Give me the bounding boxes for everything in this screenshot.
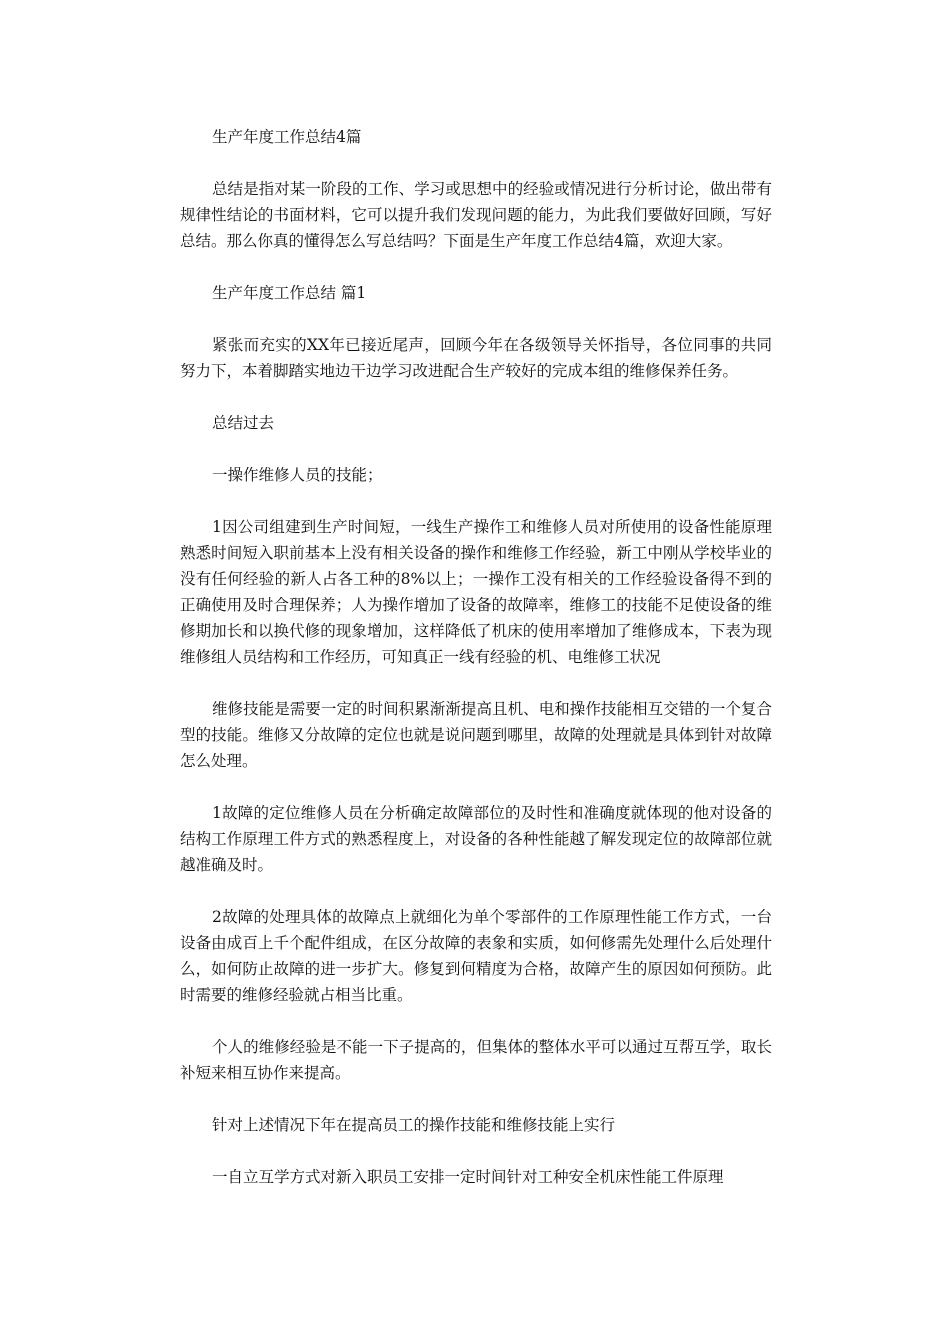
body-paragraph: 紧张而充实的XX年已接近尾声，回顾今年在各级领导关怀指导，各位同事的共同努力下，本着脚踏实地边干边学习改进配合生产较好的完成本组的维修保养任务。 [180,336,772,380]
document-body [180,124,772,1190]
body-paragraph: 针对上述情况下年在提高员工的操作技能和维修技能上实行 [212,1116,616,1134]
body-paragraph: 一自立互学方式对新入职员工安排一定时间针对工种安全机床性能工件原理 [212,1168,724,1186]
subsection-heading: 总结过去 [212,414,275,432]
body-paragraph: 1故障的定位维修人员在分析确定故障部位的及时性和准确度就体现的他对设备的结构工作原理工件方式的熟悉程度上，对设备的各种性能越了解发现定位的故障部位就越准确及时。 [180,804,772,874]
body-paragraph: 维修技能是需要一定的时间积累渐渐提高且机、电和操作技能相互交错的一个复合型的技能。维修又分故障的定位也就是说问题到哪里，故障的处理就是具体到针对故障怎么处理。 [180,700,772,770]
section-heading: 生产年度工作总结 篇1 [212,284,367,302]
intro-paragraph: 总结是指对某一阶段的工作、学习或思想中的经验或情况进行分析讨论，做出带有规律性结论的书面材料，它可以提升我们发现问题的能力，为此我们要做好回顾，写好总结。那么你真的懂得怎么写总结吗？下面是生产年度工作总结4篇，欢迎大家。 [180,180,772,250]
list-heading: 一操作维修人员的技能； [212,466,383,484]
body-paragraph: 2故障的处理具体的故障点上就细化为单个零部件的工作原理性能工作方式，一台设备由成百上千个配件组成，在区分故障的表象和实质，如何修需先处理什么后处理什么，如何防止故障的进一步扩大。修复到何精度为合格，故障产生的原因如何预防。此时需要的维修经验就占相当比重。 [180,908,772,1004]
body-paragraph: 个人的维修经验是不能一下子提高的，但集体的整体水平可以通过互帮互学，取长补短来相互协作来提高。 [180,1038,772,1082]
document-title: 生产年度工作总结4篇 [212,128,362,146]
body-paragraph: 1因公司组建到生产时间短，一线生产操作工和维修人员对所使用的设备性能原理熟悉时间短入职前基本上没有相关设备的操作和维修工作经验，新工中刚从学校毕业的没有任何经验的新人占各工种的8%以上；一操作工没有相关的工作经验设备得不到的正确使用及时合理保养；人为操作增加了设备的故障率，维修工的技能不足使设备的维修期加长和以换代修的现象增加，这样降低了机床的使用率增加了维修成本，下表为现维修组人员结构和工作经历，可知真正一线有经验的机、电维修工状况 [180,518,772,666]
